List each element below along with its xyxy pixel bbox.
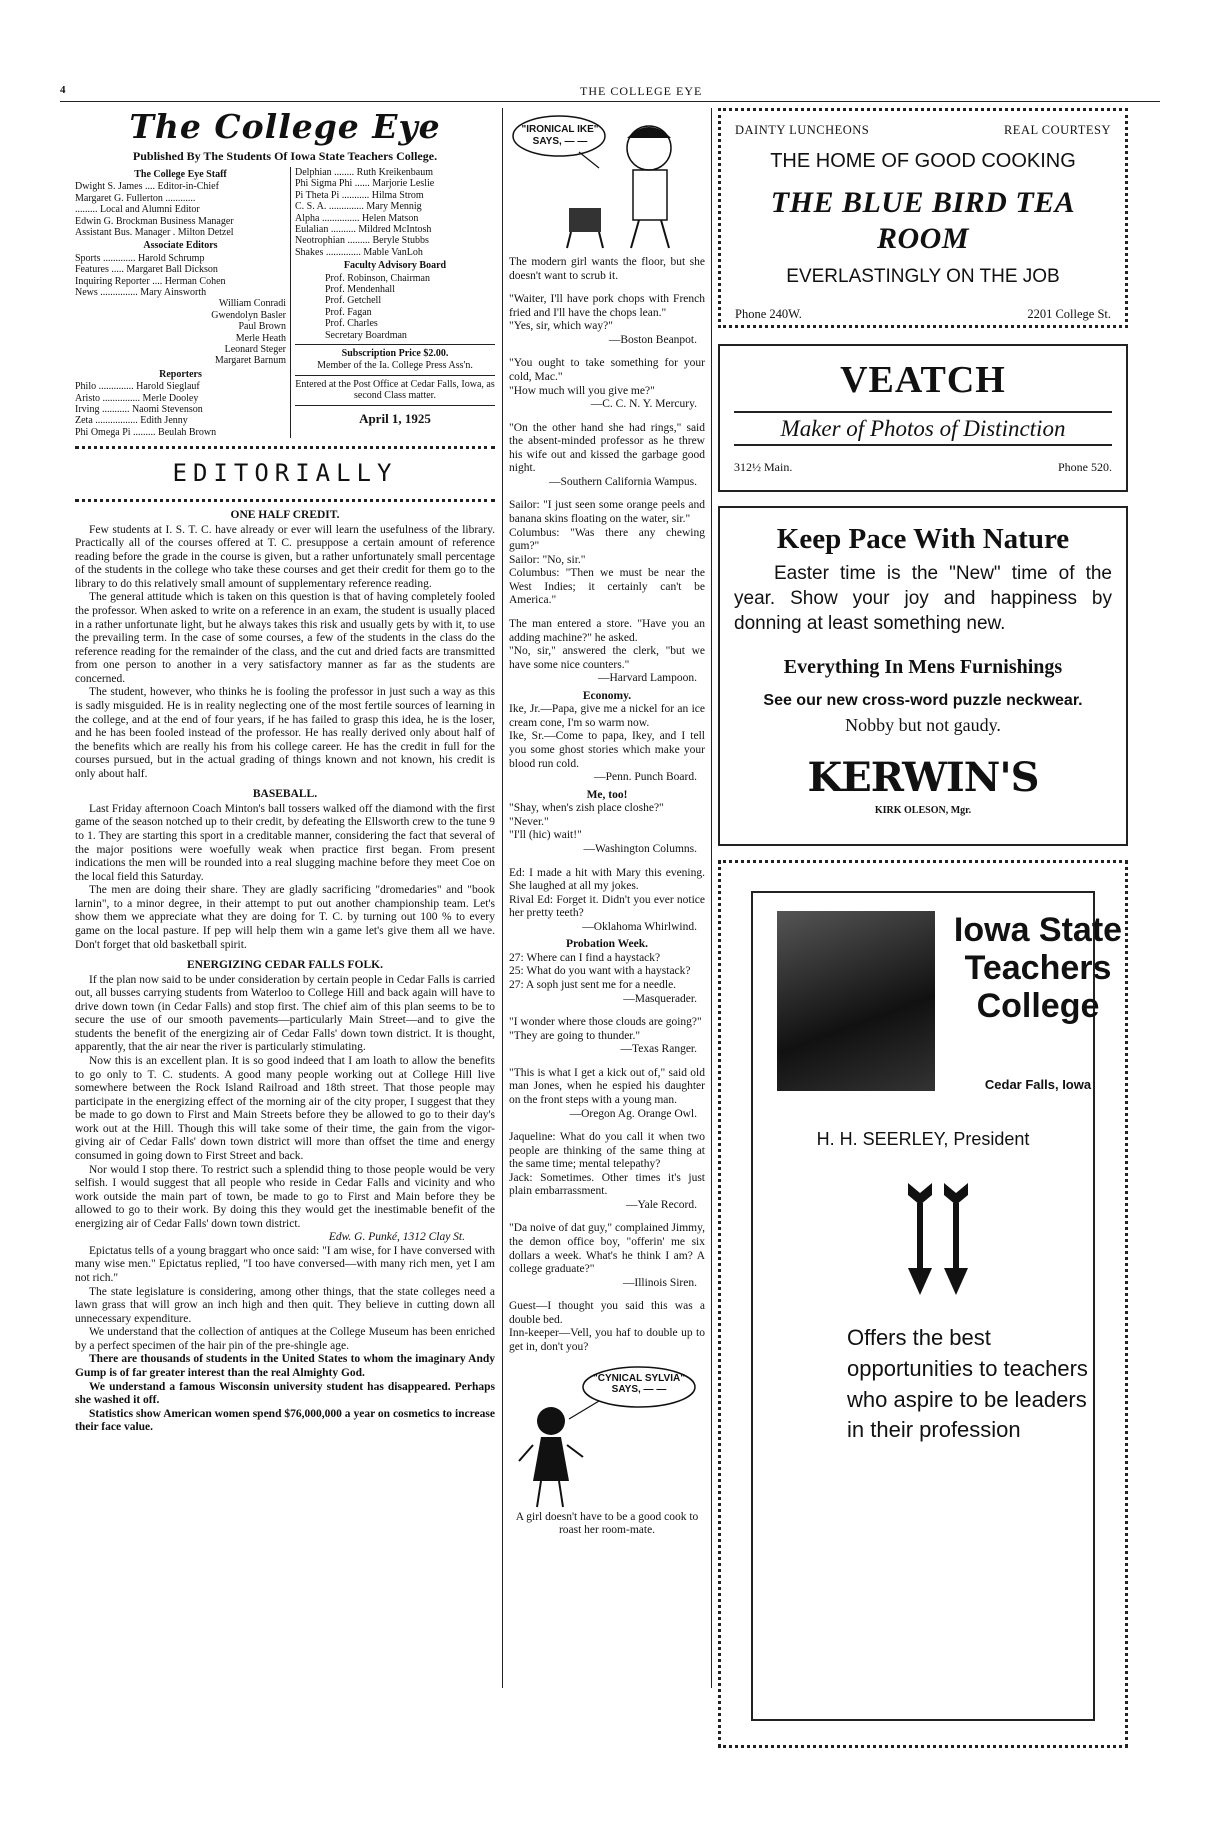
running-head: THE COLLEGE EYE <box>580 84 703 98</box>
advisory-line: Prof. Getchell <box>325 295 382 307</box>
associate-line: Sports ............. Harold Schrump <box>75 252 205 264</box>
society-line: Neotrophian ......... Beryle Stubbs <box>295 235 429 247</box>
veatch-motto: Maker of Photos of Distinction <box>734 411 1112 446</box>
ike-caption: The modern girl wants the floor, but she doesn't want to scrub it. <box>509 256 705 282</box>
bluebird-home: THE HOME OF GOOD COOKING <box>770 149 1076 172</box>
staff-line: Margaret G. Fullerton ............ <box>75 192 196 204</box>
news-staff: William Conradi <box>218 298 286 310</box>
article-paragraph: Nor would I stop there. To restrict such a splendid thing to those people would be very selfish. I would suggest that all people who reside in Cedar Falls and vicinity and who work outside the main part of town, be made to go to First and Main before they be allowed to go to their work. By doing this they would get the inestimable benefit of the energizing air of Cedar Falls' down town district. <box>75 1163 495 1230</box>
joke-text: "Waiter, I'll have pork chops with French fried and I'll have the chops lean." "Yes, sir, which way?" <box>509 293 705 333</box>
bluebird-ever: EVERLASTINGLY ON THE JOB <box>786 266 1060 288</box>
bluebird-tea-room-ad <box>718 108 1128 328</box>
staff-line: ......... Local and Alumni Editor <box>75 204 200 216</box>
society-line: Phi Sigma Phi ...... Marjorie Leslie <box>295 178 435 190</box>
advisory-line: Prof. Fagan <box>325 306 372 318</box>
divider <box>295 405 495 406</box>
editorial-column <box>75 108 495 1698</box>
sylvia-caption: A girl doesn't have to be a good cook to roast her room-mate. <box>515 1510 699 1537</box>
society-line: Alpha ............... Helen Matson <box>295 212 419 224</box>
news-staff: Merle Heath <box>235 332 286 344</box>
bluebird-phone: Phone 240W. <box>735 306 802 321</box>
joke-text: Ed: I made a hit with Mary this evening. She laughed at all my jokes. Rival Ed: Forget it. Didn't you ever notice her pretty teeth? <box>509 866 705 920</box>
reporter-line: Aristo ............... Merle Dooley <box>75 392 199 404</box>
advisory-line: Prof. Robinson, Chairman <box>325 272 430 284</box>
article-paragraph: If the plan now said to be under consideration by certain people in Cedar Falls is carried out, all busses carrying students from Waterloo to College Hill and back again will have to drive down town (in Cedar Falls) and stop first. The chief aim of this plan seems to be to secure the use of our smooth pavements—particularly Main Street—and to give the students the benefit of the energizing air of Cedar Falls' down town district. It is thought, apparently, that the air near the river is particularly stimulating. <box>75 973 495 1054</box>
associate-heading: Associate Editors <box>143 240 218 252</box>
joke-title: Probation Week. <box>566 938 648 951</box>
joke-source: —Boston Beanpot. <box>608 333 697 346</box>
news-staff: Leonard Steger <box>224 343 286 355</box>
joke-text: "This is what I get a kick out of," said old man Jones, when he espied his daughter on the front steps with a young man. <box>509 1066 705 1106</box>
cynical-sylvia-cartoon <box>509 1361 705 1511</box>
news-staff: Gwendolyn Basler <box>211 309 286 321</box>
veatch-ad <box>718 344 1128 492</box>
society-line: Shakes .............. Mable VanLoh <box>295 246 423 258</box>
joke-source: —Washington Columns. <box>583 842 697 855</box>
published-by: Published By The Students Of Iowa State Teachers College. <box>132 148 438 163</box>
news-staff: Margaret Barnum <box>214 355 286 367</box>
advisory-line: Prof. Mendenhall <box>325 284 395 295</box>
joke-source: —Penn. Punch Board. <box>594 771 697 784</box>
kerwin-logo: KERWIN'S <box>807 753 1039 801</box>
entered-notice: Entered at the Post Office at Cedar Falls, Iowa, as second Class matter. <box>295 378 495 402</box>
joke-text: 27: Where can I find a haystack? 25: What do you want with a haystack? 27: A soph just sent me for a needle. <box>509 951 691 991</box>
associate-line: News ............... Mary Ainsworth <box>75 287 207 298</box>
issue-date: April 1, 1925 <box>359 410 431 426</box>
article-cedar-falls <box>75 959 495 1245</box>
divider <box>295 375 495 376</box>
joke-source: —Masquerader. <box>623 992 697 1005</box>
staff-line: Assistant Bus. Manager . Milton Detzel <box>75 227 234 239</box>
staff-line: Edwin G. Brockman Business Manager <box>75 215 234 227</box>
divider <box>295 344 495 345</box>
press-member: Member of the Ia. College Press Ass'n. <box>317 360 473 372</box>
joke-text: Guest—I thought you said this was a double bed. Inn-keeper—Vell, you haf to double up to get in, don't you? <box>509 1300 705 1353</box>
joke-source: —Texas Ranger. <box>620 1043 697 1056</box>
news-staff: Paul Brown <box>238 321 286 333</box>
humor-column <box>502 108 712 1688</box>
joke-title: Me, too! <box>586 788 628 801</box>
staff-heading: The College Eye Staff <box>134 169 227 181</box>
bluebird-address: 2201 College St. <box>1027 306 1111 321</box>
reporter-line: Zeta ................. Edith Jenny <box>75 415 188 427</box>
sylvia-bubble-text: "CYNICAL SYLVIA" SAYS, — — <box>593 1372 685 1396</box>
kerwin-mens: Everything In Mens Furnishings <box>783 656 1063 679</box>
society-line: C. S. A. .............. Mary Mennig <box>295 201 422 213</box>
editorial-briefs <box>75 1245 495 1435</box>
veatch-name: VEATCH <box>840 359 1006 401</box>
istc-city: Cedar Falls, Iowa <box>984 1077 1092 1092</box>
joke-source: —Southern California Wampus. <box>548 475 697 488</box>
joke-text: "Da noive of dat guy," complained Jimmy, the demon office boy, "offerin' me six dollars a week. What's he think I am? A college graduate?" <box>509 1222 705 1276</box>
bluebird-right: REAL COURTESY <box>1003 123 1111 137</box>
joke-text: "Shay, when's zish place closhe?" "Never." "I'll (hic) wait!" <box>509 802 664 842</box>
bluebird-left: DAINTY LUNCHEONS <box>735 123 870 137</box>
joke-text: "I wonder where those clouds are going?" "They are going to thunder." <box>509 1016 702 1042</box>
staff-box <box>75 167 495 438</box>
joke-title: Economy. <box>582 689 632 702</box>
istc-president: H. H. SEERLEY, President <box>816 1129 1030 1149</box>
brief-item: We understand a famous Wisconsin university student has disappeared. Perhaps she washed it off. <box>75 1380 495 1407</box>
article-paragraph: The general attitude which is taken on this question is that of having completely fooled the professor. When asked to write on a reference in an exam, the student is usually placed in a rather unfortunate light, but he always takes this risk and usually gets by with it, to use the prevailing term. In the case of some courses, a few of the students in the class do the reference reading for the remainder of the class, and the cut and dried facts are transmitted from one person to another in a very satisfactory manner as far as the students are concerned. <box>75 591 495 685</box>
article-baseball <box>75 788 495 952</box>
kerwin-crossword: See our new cross-word puzzle neckwear. <box>763 691 1083 709</box>
joke-source: —Harvard Lampoon. <box>598 672 697 685</box>
down-arrows-icon <box>898 1183 978 1298</box>
kerwin-nobby: Nobby but not gaudy. <box>845 714 1001 735</box>
society-line: Delphian ........ Ruth Kreikenbaum <box>295 167 434 179</box>
brief-item: Statistics show American women spend $76,000,000 a year on cosmetics to increase their face value. <box>75 1407 495 1434</box>
joke-source: —Illinois Siren. <box>622 1276 697 1289</box>
staff-line: Dwight S. James .... Editor-in-Chief <box>75 181 219 193</box>
article-half-credit <box>75 509 495 781</box>
society-line: Pi Theta Pi ........... Hilma Strom <box>295 189 424 201</box>
reporter-line: Irving ........... Naomi Stevenson <box>75 403 203 415</box>
article-paragraph: Few students at I. S. T. C. have already or ever will learn the usefulness of the library. Practically all of the courses offered at T. C. presuppose a certain amount of reference reading before the grade in the course is given, but a rather unfortunately small percentage of the students in the college who take these courses and get their credit for them go to the library to do this relatively small amount of supplementary reference reading. <box>75 523 495 590</box>
associate-line: Inquiring Reporter .... Herman Cohen <box>75 275 226 287</box>
article-paragraph: Now this is an excellent plan. It is so good indeed that I am loath to allow the benefits to go only to T. C. students. A good many people working out at College Hill live somewhere between the Rock Island Railroad and 18th street. That those people may participate in the energizing effect of the morning air of the city proper, I suggest that they be made to go down to First and Main Streets before they be allowed to go to their day's work out at the Hill. Though this will take some of their time, the gain from the vigor-giving air of Cedar Falls' down town district will more than offset the time and energy consumed in going down to First Street and back. <box>75 1055 495 1162</box>
staff-right <box>290 167 495 438</box>
subscription-price: Subscription Price $2.00. <box>341 347 449 359</box>
istc-title: Iowa State Teachers College <box>953 911 1123 1026</box>
kerwin-headline: Keep Pace With Nature <box>776 523 1070 555</box>
bluebird-name: THE BLUE BIRD TEA ROOM <box>770 186 1076 255</box>
advisory-line: Prof. Charles <box>325 318 378 330</box>
veatch-phone: Phone 520. <box>1058 459 1112 474</box>
society-line: Eulalian .......... Mildred McIntosh <box>295 224 432 236</box>
article-title: BASEBALL. <box>252 788 318 801</box>
joke-source: —C. C. N. Y. Mercury. <box>590 398 697 411</box>
brief-item: We understand that the collection of antiques at the College Museum has been enriched by a perfect specimen of the hair pin of the pre-shingle age. <box>75 1326 495 1352</box>
joke-source: —Oklahoma Whirlwind. <box>582 920 697 933</box>
brief-item: There are thousands of students in the United States to whom the imaginary Andy Gump is of far greater interest than the real Almighty God. <box>75 1353 495 1379</box>
advisory-line: Secretary Boardman <box>325 329 407 341</box>
reporters-heading: Reporters <box>159 368 202 380</box>
ads-column <box>718 108 1128 1748</box>
joke-source: —Yale Record. <box>625 1198 697 1211</box>
article-paragraph: The student, however, who thinks he is fooling the professor in just such a way as this is sadly misguided. He is in reality neglecting one of the most fertile sources of learning in the college, and at the end of four years, if he has failed to grasp this idea, he is the loser, and he has been fooled instead of the professor. He has really derived only about half of the benefits which are really his from his college career. He has the credit in full for the courses pursued, but in the actual grading of things known and not known, his credit is only about half. <box>75 686 495 780</box>
running-header <box>60 82 1160 102</box>
ironical-ike-cartoon <box>509 108 705 256</box>
advisory-heading: Faculty Advisory Board <box>343 260 447 272</box>
veatch-address: 312½ Main. <box>734 459 793 474</box>
brief-item: Epictatus tells of a young braggart who once said: "I am wise, for I have conversed with many wise men." Epictatus replied, "I too have conversed—with many rich men, yet I am not rich." <box>75 1244 495 1285</box>
reporter-line: Phi Omega Pi ......... Beulah Brown <box>75 426 217 438</box>
brief-item: The state legislature is considering, among other things, that the state colleges need a lawn grass that will grow an inch high and then quit. They believe in cutting down all unnecessary expenditure. <box>75 1285 495 1325</box>
joke-source: —Oregon Ag. Orange Owl. <box>569 1107 697 1120</box>
reporter-line: Philo .............. Harold Sieglauf <box>75 381 200 393</box>
joke-text: "You ought to take something for your cold, Mac." "How much will you give me?" <box>509 357 705 397</box>
article-title: ENERGIZING CEDAR FALLS FOLK. <box>187 959 383 972</box>
president-photo <box>777 911 935 1091</box>
joke-text: Sailor: "I just seen some orange peels and banana skins floating on the water, sir." Columbus: "Was there any chewing gum?" Sailor: "No, sir." Columbus: "Then we must be near the West Indies; it certainly can't be America." <box>509 499 705 607</box>
joke-text: Ike, Jr.—Papa, give me a nickel for an ice cream cone, I'm so warm now. Ike, Sr.—Come to papa, Ikey, and I tell you some ghost stories which make your blood run cold. <box>509 703 705 770</box>
editorially-title: EDITORIALLY <box>172 459 398 488</box>
article-signature: Edw. G. Punké, 1312 Clay St. <box>328 1231 465 1244</box>
kerwins-ad <box>718 506 1128 846</box>
article-paragraph: The men are doing their share. They are gladly sacrificing "dromedaries" and "book larnin", to a minor degree, in their attempt to put out another championship team. Let's show them we appreciate what they are doing for T. C. by turning out 100 % to every game on the local pasture. If pep will help them win a game let's give them all we have. Don't forget that old basketball spirit. <box>75 884 495 951</box>
istc-offers: Offers the best opportunities to teachers who aspire to be leaders in their profession <box>847 1325 1088 1443</box>
ike-bubble-text: "IRONICAL IKE" SAYS, — — <box>521 124 599 147</box>
associate-line: Features ..... Margaret Ball Dickson <box>75 264 218 276</box>
masthead-title: The College Eye <box>129 108 441 146</box>
article-title: ONE HALF CREDIT. <box>230 509 340 522</box>
article-paragraph: Last Friday afternoon Coach Minton's ball tossers walked off the diamond with the first game of the season notched up to their credit, by defeating the Ellsworth crew to the tune 9 to 1. They are starting this sport in a creditable manner, considering the fact that several of the major positions were woefully weak when practice first began. From present indications the men will be rounded into a real slugging machine before they meet Coe on the local field this Saturday. <box>75 802 495 883</box>
istc-ad <box>718 860 1128 1748</box>
joke-text: The man entered a store. "Have you an adding machine?" he asked. "No, sir," answered the clerk, "but we have some nice counters." <box>509 617 705 671</box>
joke-text: "On the other hand she had rings," said the absent-minded professor as he threw his wife out and kissed the garbage good night. <box>509 421 705 475</box>
editorially-banner <box>75 446 495 502</box>
staff-left <box>75 167 290 438</box>
kerwin-manager: KIRK OLESON, Mgr. <box>874 805 972 817</box>
page-number: 4 <box>60 84 66 96</box>
joke-text: Jaqueline: What do you call it when two people are thinking of the same thing at the same time; mental telepathy? Jack: Sometimes. Other times it's just plain embarrassment. <box>509 1131 705 1198</box>
kerwin-easter: Easter time is the "New" time of the year. Show your joy and happiness by donning at least something new. <box>734 563 1112 634</box>
